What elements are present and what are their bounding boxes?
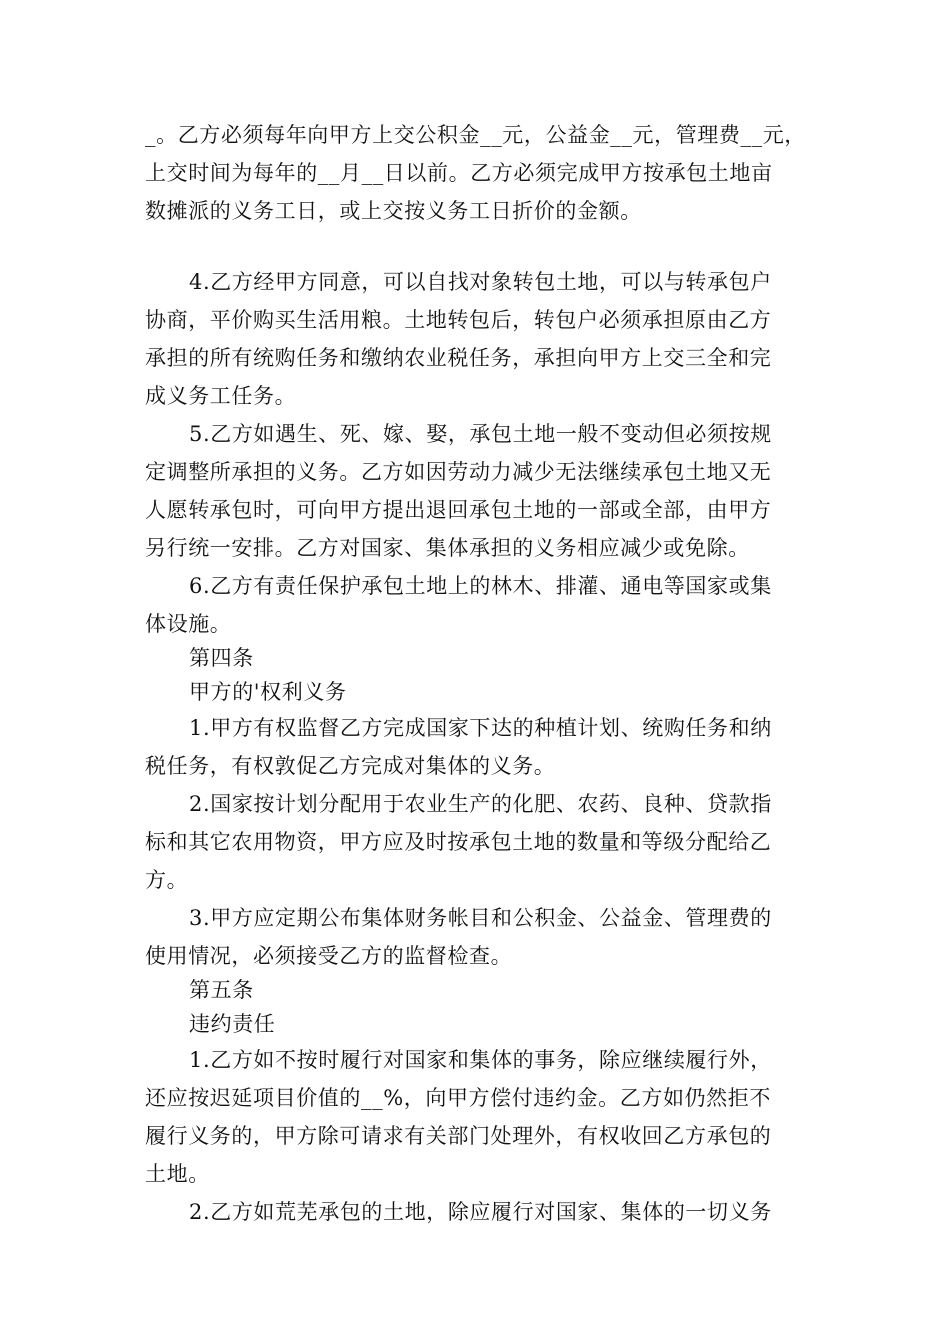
text-line [0, 1116, 950, 1156]
text-line-content: 人愿转承包时，可向甲方提出退回承包土地的一部或全部，由甲方 [145, 498, 772, 522]
text-line [0, 898, 950, 938]
section-title [0, 1004, 950, 1044]
text-line [0, 1192, 950, 1232]
text-line-content: 履行义务的，甲方除可请求有关部门处理外，有权收回乙方承包的 [145, 1124, 772, 1148]
section-title-text: 甲方的'权利义务 [189, 680, 347, 704]
text-line-content: 5.乙方如遇生、死、嫁、娶，承包土地一般不变动但必须按规 [189, 422, 772, 446]
text-line-content: 方。 [145, 868, 189, 892]
text-line [0, 376, 950, 416]
text-line-content: 体设施。 [145, 612, 232, 636]
section-heading-text: 第五条 [189, 978, 254, 1002]
text-line-content: 6.乙方有责任保护承包土地上的林木、排灌、通电等国家或集 [189, 574, 772, 598]
text-line [0, 1040, 950, 1080]
text-line-content: 数摊派的义务工日，或上交按义务工日折价的金额。 [145, 199, 642, 223]
section-title-text: 违约责任 [189, 1012, 276, 1036]
text-line-content: 使用情况，必须接受乙方的监督检查。 [145, 944, 513, 968]
text-line [0, 490, 950, 530]
text-line [0, 528, 950, 568]
text-line [0, 115, 950, 155]
text-line-content: 另行统一安排。乙方对国家、集体承担的义务相应减少或免除。 [145, 536, 750, 560]
text-line [0, 1154, 950, 1194]
text-line [0, 414, 950, 454]
text-line-content: 4.乙方经甲方同意，可以自找对象转包土地，可以与转承包户 [189, 270, 772, 294]
text-line [0, 566, 950, 606]
text-line [0, 708, 950, 748]
text-line [0, 746, 950, 786]
text-line [0, 452, 950, 492]
text-line-content: _。乙方必须每年向甲方上交公积金__元，公益金__元，管理费__元， [145, 123, 806, 147]
text-line [0, 338, 950, 378]
text-line [0, 153, 950, 193]
text-line-content: 承担的所有统购任务和缴纳农业税任务，承担向甲方上交三全和完 [145, 346, 772, 370]
text-line-content: 2.国家按计划分配用于农业生产的化肥、农药、良种、贷款指 [189, 792, 772, 816]
text-line [0, 784, 950, 824]
text-line [0, 1078, 950, 1118]
text-line [0, 860, 950, 900]
text-line-content: 上交时间为每年的__月__日以前。乙方必须完成甲方按承包土地亩 [145, 161, 773, 185]
text-line-content: 定调整所承担的义务。乙方如因劳动力减少无法继续承包土地又无 [145, 460, 772, 484]
text-line-content: 1.甲方有权监督乙方完成国家下达的种植计划、统购任务和纳 [189, 716, 772, 740]
text-line-content: 2.乙方如荒芜承包的土地，除应履行对国家、集体的一切义务 [189, 1200, 772, 1224]
text-line-content: 1.乙方如不按时履行对国家和集体的事务，除应继续履行外， [189, 1048, 772, 1072]
text-line [0, 262, 950, 302]
text-line-content: 税任务，有权敦促乙方完成对集体的义务。 [145, 754, 556, 778]
text-line-content: 3.甲方应定期公布集体财务帐目和公积金、公益金、管理费的 [189, 906, 772, 930]
section-title [0, 672, 950, 712]
section-heading-text: 第四条 [189, 646, 254, 670]
text-line-content: 协商，平价购买生活用粮。土地转包后，转包户必须承担原由乙方 [145, 308, 772, 332]
text-line [0, 822, 950, 862]
text-line-content: 标和其它农用物资，甲方应及时按承包土地的数量和等级分配给乙 [145, 830, 772, 854]
text-line-content: 成义务工任务。 [145, 384, 297, 408]
text-line-content: 还应按迟延项目价值的__%，向甲方偿付违约金。乙方如仍然拒不 [145, 1086, 771, 1110]
text-line-content: 土地。 [145, 1162, 210, 1186]
text-line [0, 300, 950, 340]
text-line [0, 191, 950, 231]
